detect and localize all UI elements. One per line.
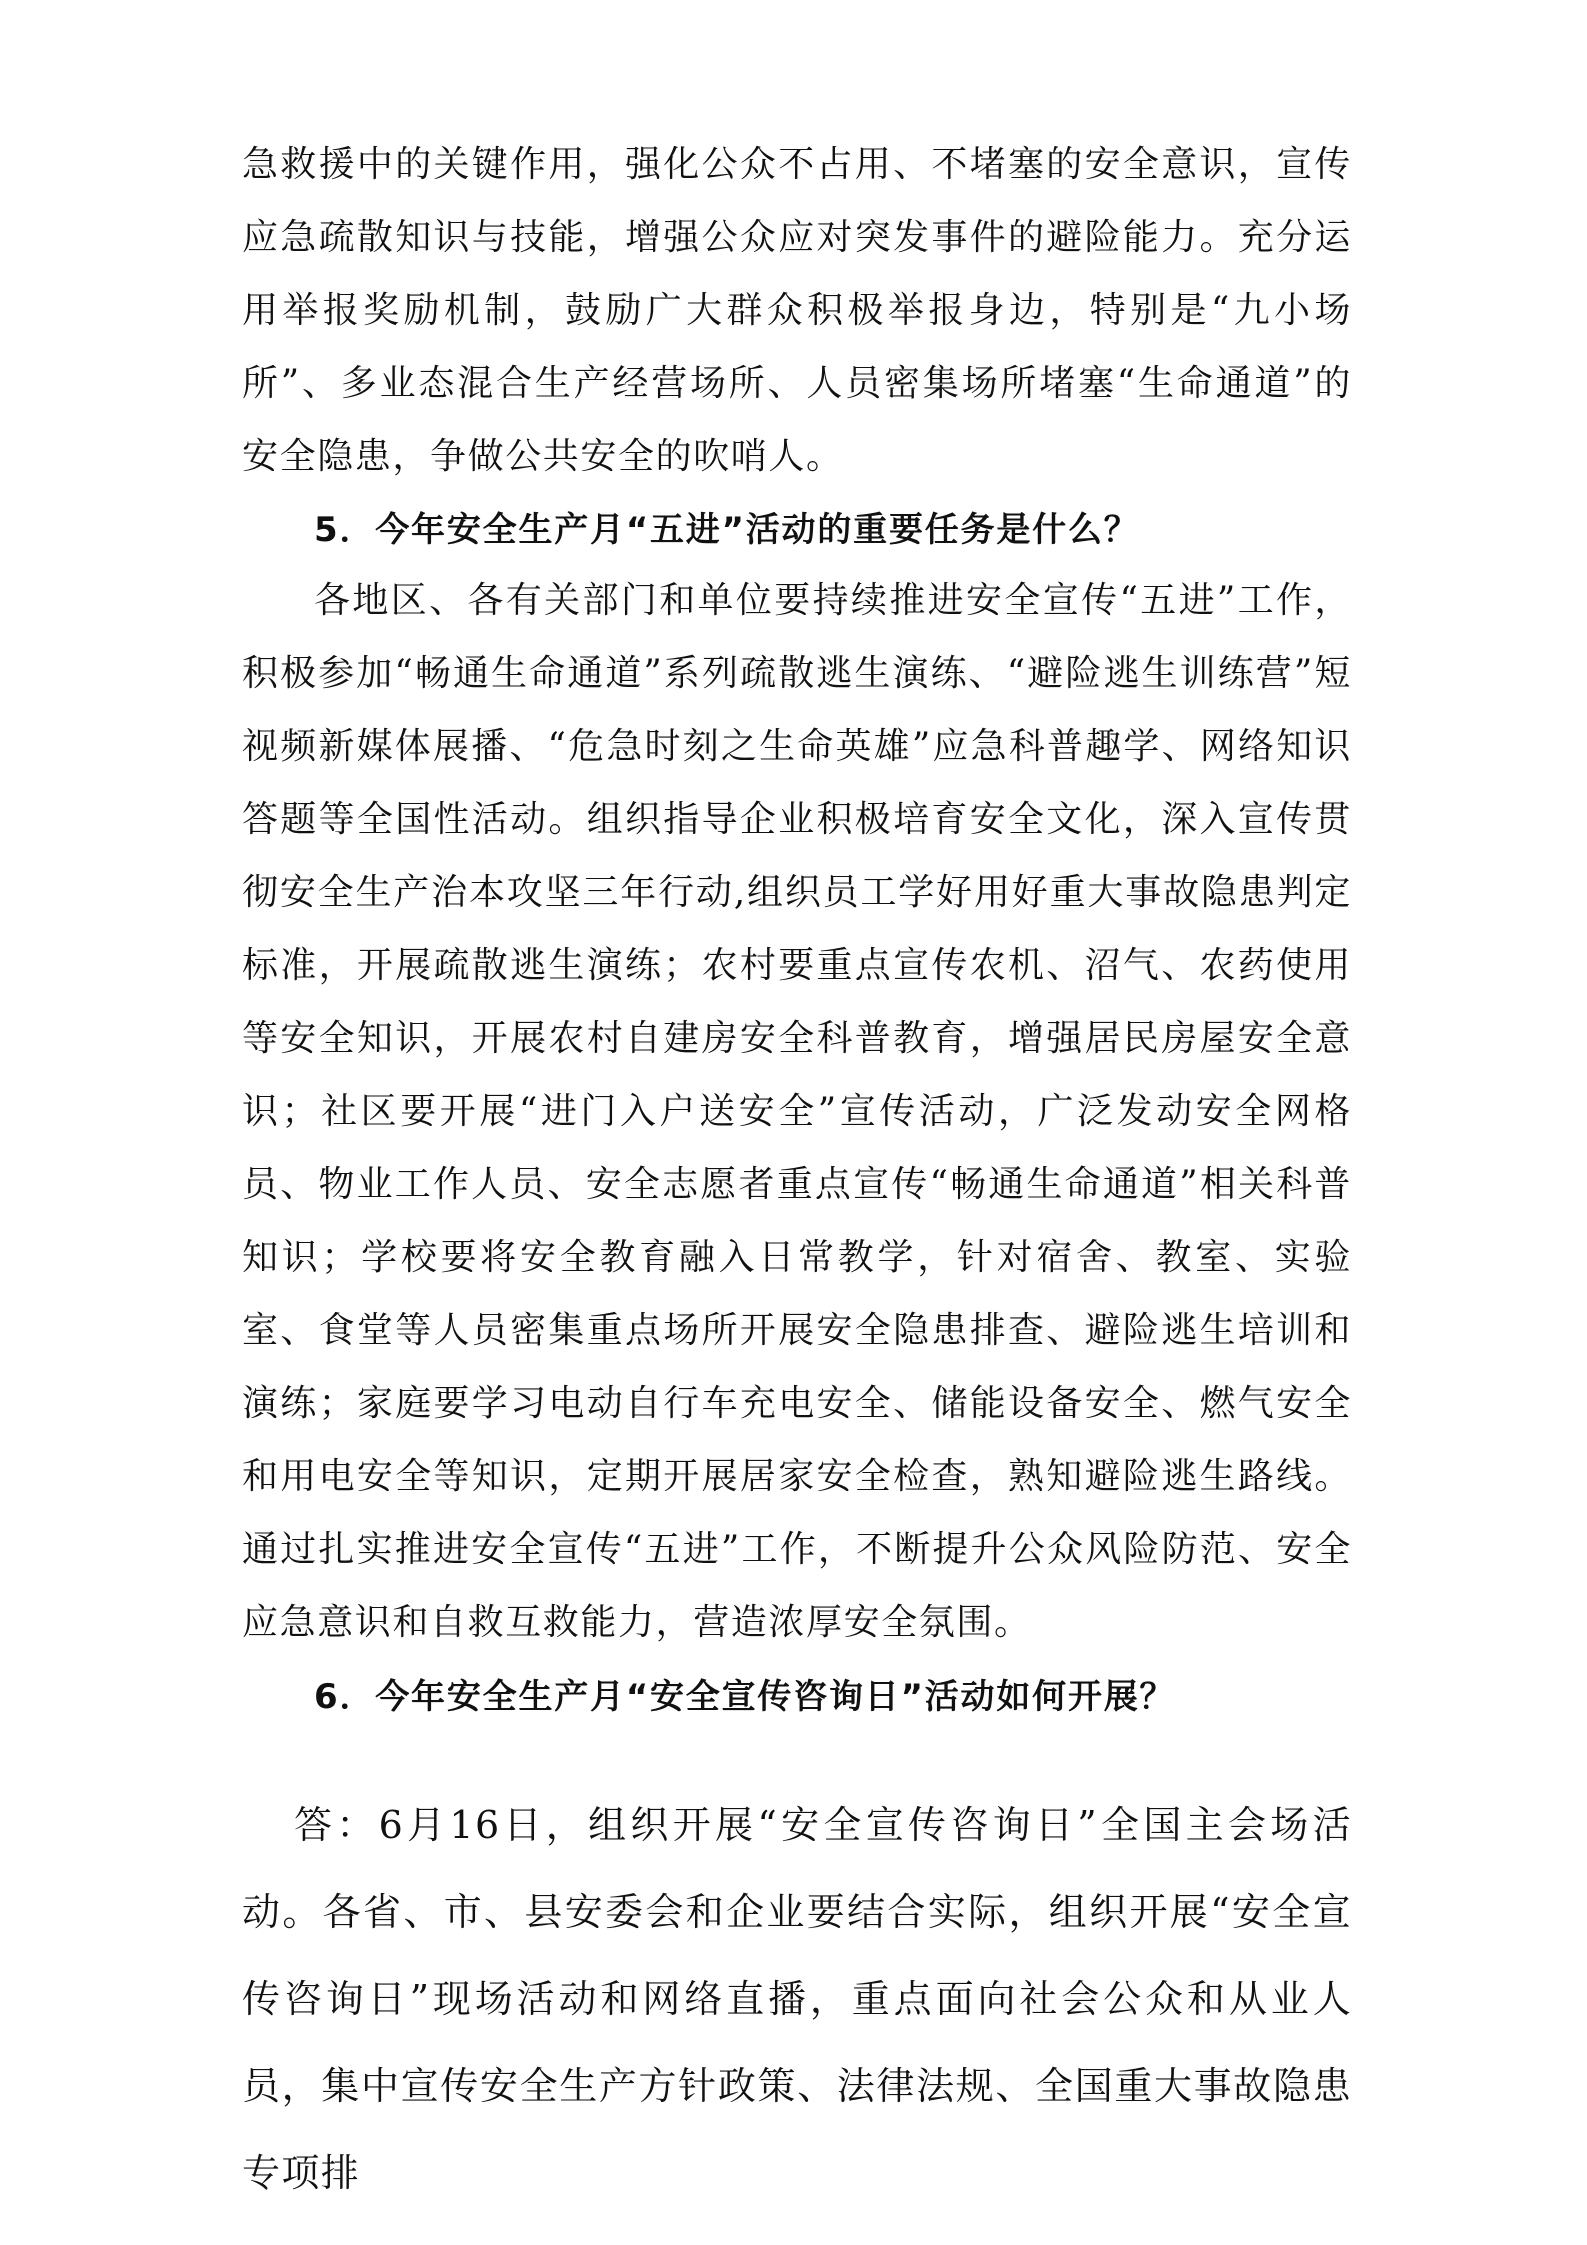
section-6-body: 答：6月16日，组织开展“安全宣传咨询日”全国主会场活动。各省、市、县安委会和企业要结合实际，组织开展“安全宣传咨询日”现场活动和网络直播，重点面向社会公众和从业人员，集中宣传安全生产方针政策、法律法规、全国重大事故隐患专项排 <box>242 1803 1352 2195</box>
intro-paragraph: 急救援中的关键作用，强化公众不占用、不堵塞的安全意识，宣传应急疏散知识与技能，增强公众应对突发事件的避险能力。充分运用举报奖励机制，鼓励广大群众积极举报身边，特别是“九小场所”、多业态混合生产经营场所、人员密集场所堵塞“生命通道”的安全隐患，争做公共安全的吹哨人。 <box>242 144 1352 477</box>
section-5-heading: 5．今年安全生产月“五进”活动的重要任务是什么？ <box>314 510 1140 550</box>
section-5-body: 各地区、各有关部门和单位要持续推进安全宣传“五进”工作，积极参加“畅通生命通道”系列疏散逃生演练、“避险逃生训练营”短视频新媒体展播、“危急时刻之生命英雄”应急科普趣学、网络知识答题等全国性活动。组织指导企业积极培育安全文化，深入宣传贯彻安全生产治本攻坚三年行动,组织员工学好用好重大事故隐患判定标准，开展疏散逃生演练；农村要重点宣传农机、沼气、农药使用等安全知识，开展农村自建房安全科普教育，增强居民房屋安全意识；社区要开展“进门入户送安全”宣传活动，广泛发动安全网格员、物业工作人员、安全志愿者重点宣传“畅通生命通道”相关科普知识；学校要将安全教育融入日常教学，针对宿舍、教室、实验室、食堂等人员密集重点场所开展安全隐患排查、避险逃生培训和演练；家庭要学习电动自行车充电安全、储能设备安全、燃气安全和用电安全等知识，定期开展居家安全检查，熟知避险逃生路线。通过扎实推进安全宣传“五进”工作，不断提升公众风险防范、安全应急意识和自救互救能力，营造浓厚安全氛围。 <box>242 580 1352 1643</box>
section-6-heading: 6．今年安全生产月“安全宣传咨询日”活动如何开展？ <box>314 1677 1176 1717</box>
